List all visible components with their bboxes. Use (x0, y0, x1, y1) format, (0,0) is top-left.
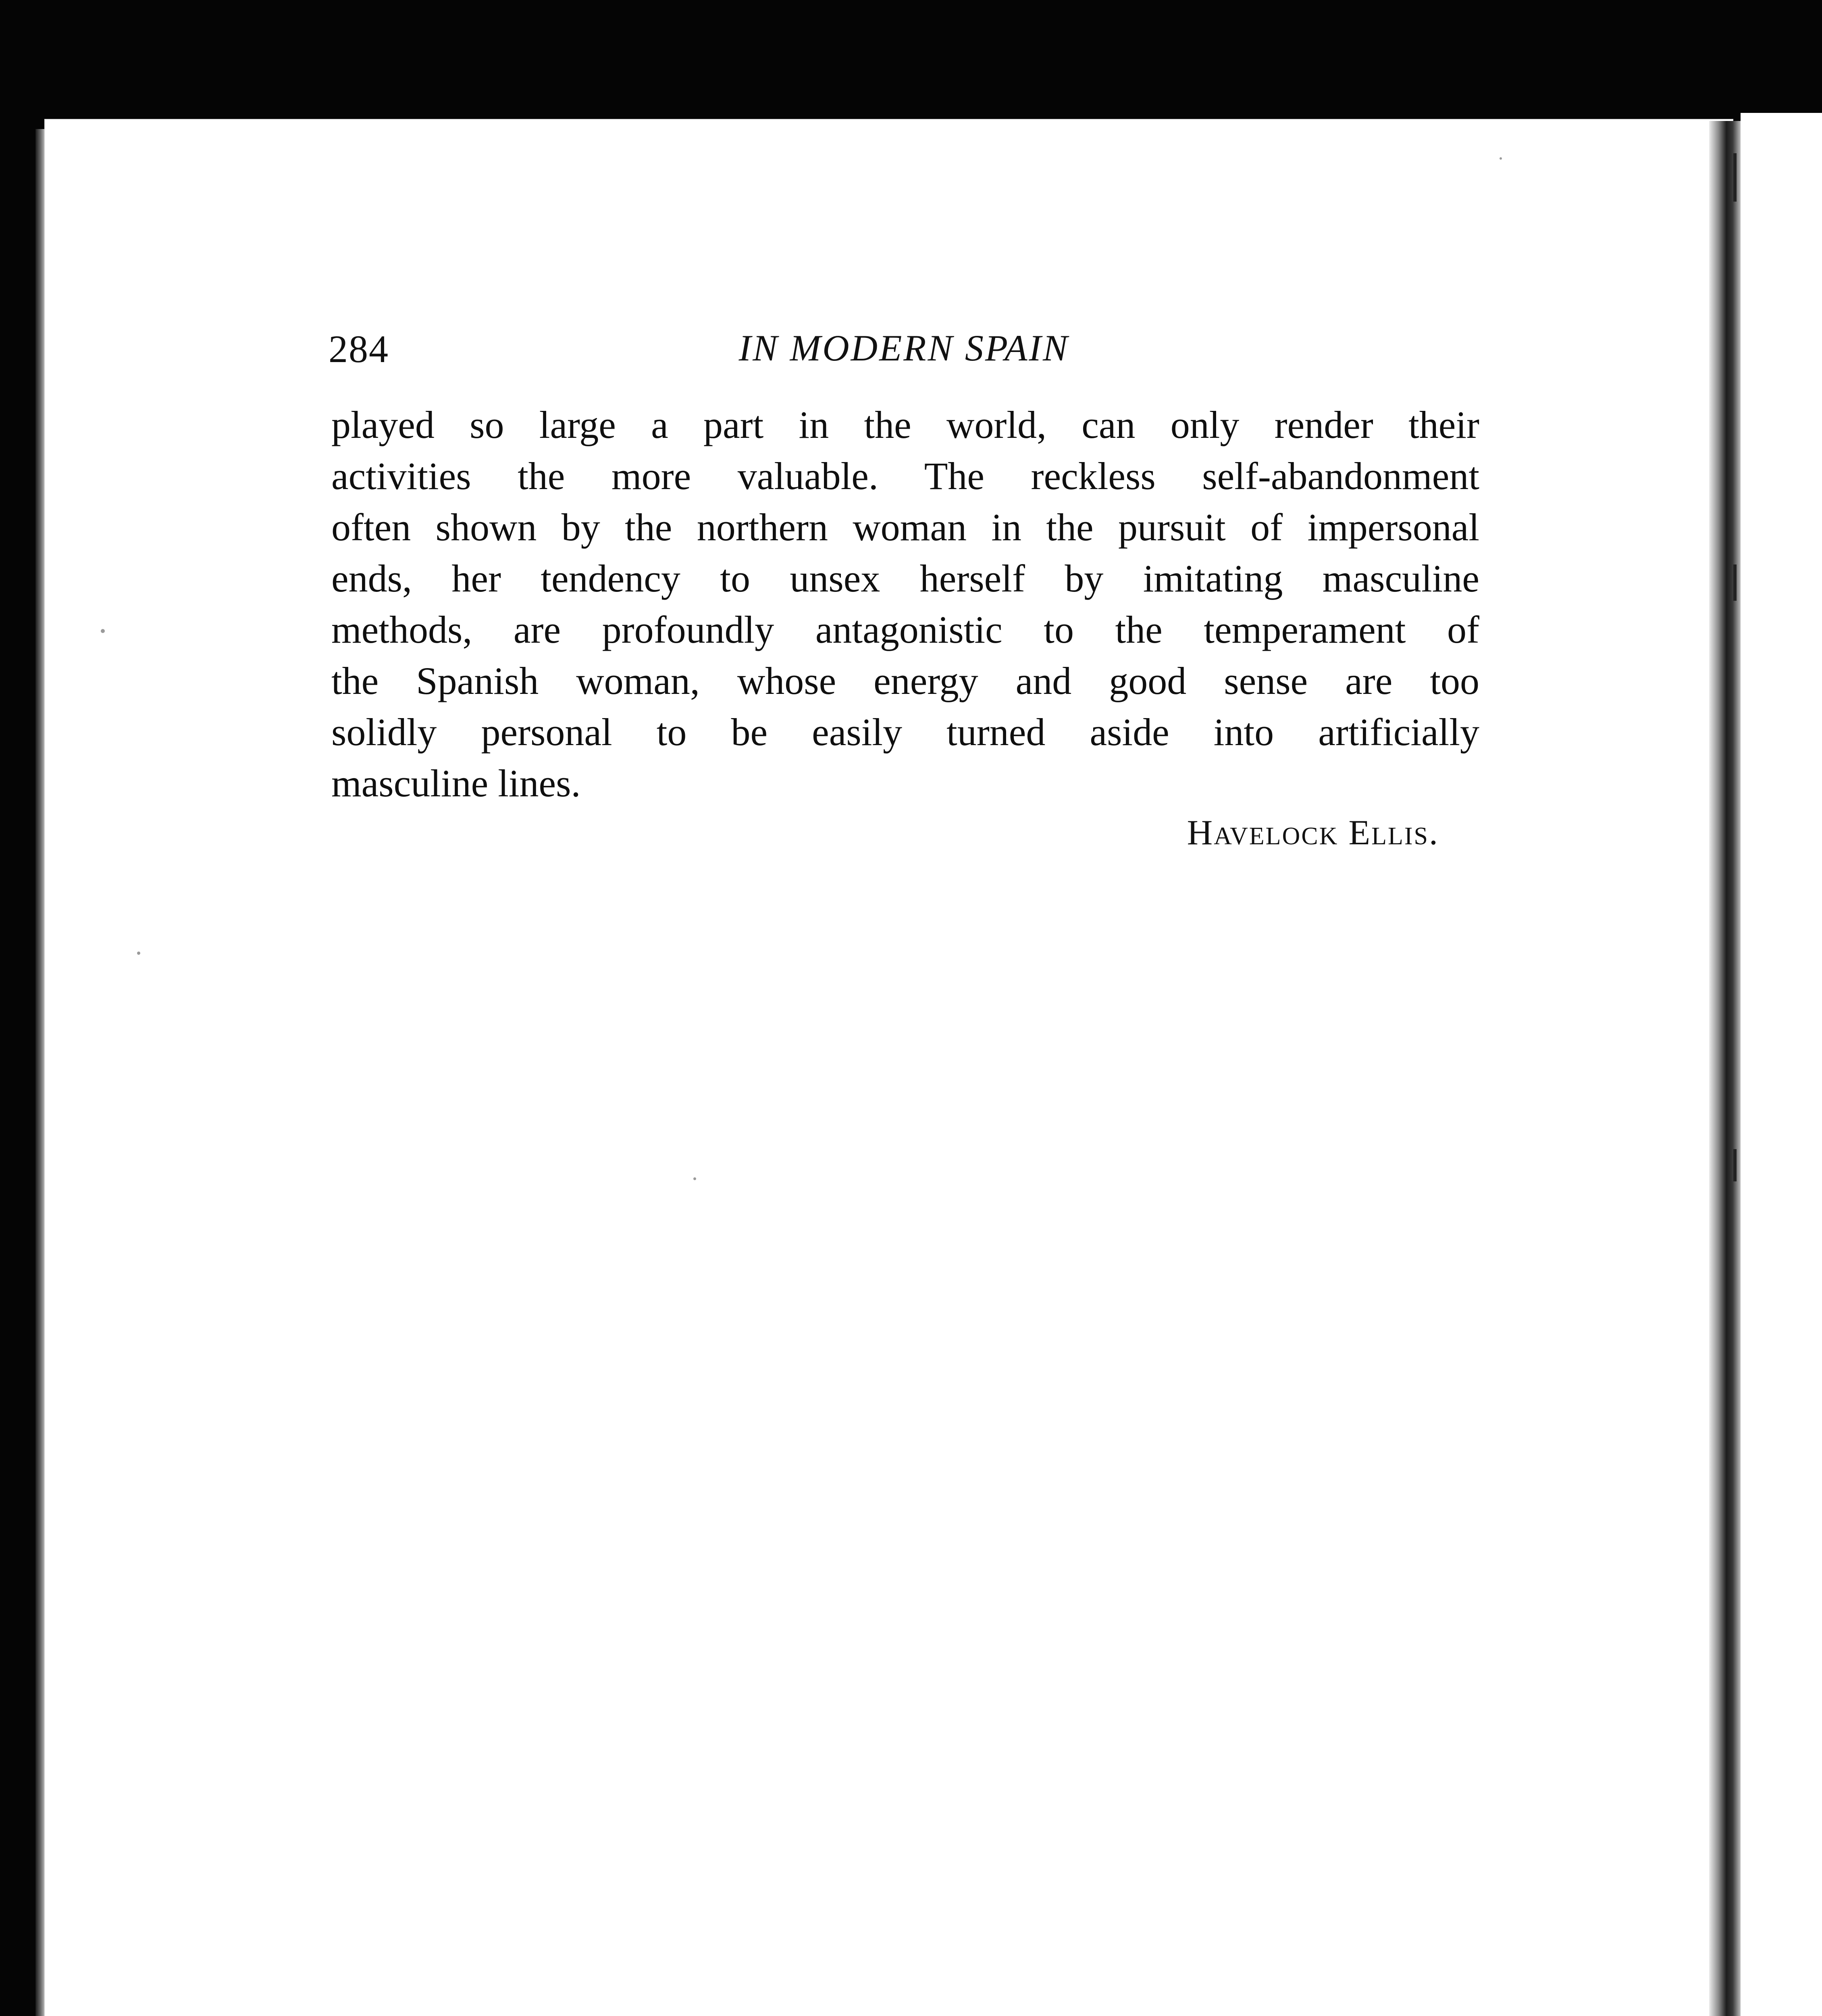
body-paragraph (331, 399, 1479, 809)
text-line: often shown by the northern woman in the pursuit of impersonal (331, 506, 1479, 549)
page-edge-mark (1733, 564, 1737, 601)
text-line: activities the more valuable. The reckless self-abandonment (331, 454, 1479, 498)
page-number: 284 (329, 327, 389, 371)
text-line: played so large a part in the world, can only render their (331, 403, 1479, 446)
next-page-edge (1741, 113, 1822, 2016)
running-head (329, 327, 1479, 375)
author-signature: Havelock Ellis. (1187, 813, 1439, 852)
text-line: ends, her tendency to unsex herself by imitating masculine (331, 557, 1479, 600)
page-edge-mark (1733, 1149, 1737, 1181)
page-edge-mark (1733, 153, 1737, 202)
scan-speck (693, 1177, 696, 1180)
text-line: the Spanish woman, whose energy and good sense are too (331, 659, 1479, 702)
scan-speck (137, 952, 140, 955)
page-gutter (1709, 121, 1741, 2016)
text-line: solidly personal to be easily turned aside into artificially (331, 710, 1479, 754)
scan-speck (101, 629, 105, 633)
text-line: masculine lines. (331, 762, 581, 805)
text-line: methods, are profoundly antagonistic to the temperament of (331, 608, 1479, 651)
running-title: IN MODERN SPAIN (738, 327, 1069, 369)
scan-speck (1500, 157, 1502, 160)
